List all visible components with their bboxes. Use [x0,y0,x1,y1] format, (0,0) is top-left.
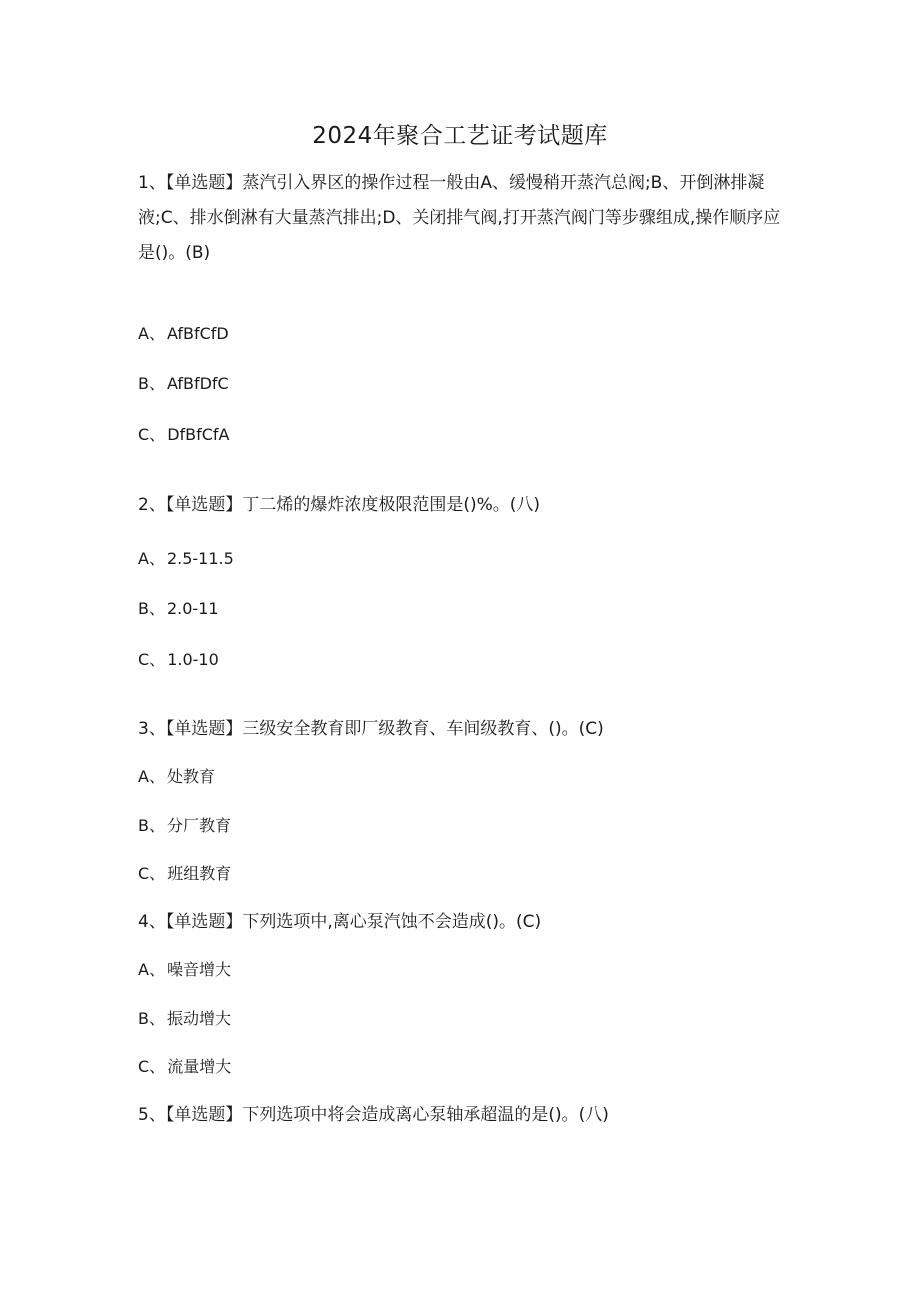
question-3-option-a [138,765,215,789]
option-key: C、 [138,1057,166,1076]
question-3-option-c [138,862,231,886]
option-text: 2.5-11.5 [166,549,234,568]
option-key: B、 [138,599,165,618]
option-text: 1.0-10 [167,650,219,669]
option-text: 流量增大 [167,1057,232,1076]
question-2-option-c [138,648,219,672]
question-4-option-c [138,1055,231,1079]
option-text: 班组教育 [167,864,232,883]
page-title: 2024年聚合工艺证考试题库 [312,123,608,149]
question-1-option-b [138,372,229,396]
option-key: A、 [138,960,165,979]
question-2-option-b [138,597,219,621]
option-key: C、 [138,650,166,669]
question-2-option-a [138,547,234,571]
option-key: C、 [138,425,166,444]
option-key: A、 [138,767,165,786]
option-text: AfBfCfD [166,324,229,343]
option-key: A、 [138,324,165,343]
option-text: 2.0-11 [166,599,219,618]
question-2-text: 2、【单选题】丁二烯的爆炸浓度极限范围是()%。(八) [138,495,540,515]
question-4-option-b [138,1007,231,1031]
option-text: DfBfCfA [167,425,230,444]
question-1-text: 1、【单选题】蒸汽引入界区的操作过程一般由A、缓慢稍开蒸汽总阀;B、开倒淋排凝液;C、排水倒淋有大量蒸汽排出;D、关闭排气阀,打开蒸汽阀门等步骤组成,操作顺序应是()。(B) [138,173,781,263]
question-3-text: 3、【单选题】三级安全教育即厂级教育、车间级教育、()。(C) [138,719,604,739]
question-5-text: 5、【单选题】下列选项中将会造成离心泵轴承超温的是()。(八) [138,1105,609,1125]
question-1-option-a [138,322,229,346]
question-4-text: 4、【单选题】下列选项中,离心泵汽蚀不会造成()。(C) [138,912,542,932]
option-key: B、 [138,1009,165,1028]
option-text: AfBfDfC [166,374,229,393]
option-text: 噪音增大 [166,960,231,979]
option-key: A、 [138,549,165,568]
question-4-option-a [138,958,231,982]
question-3-option-b [138,814,231,838]
question-1-option-c [138,423,230,447]
option-key: B、 [138,374,165,393]
option-text: 分厂教育 [166,816,231,835]
option-text: 振动增大 [166,1009,231,1028]
option-key: B、 [138,816,165,835]
option-text: 处教育 [166,767,215,786]
option-key: C、 [138,864,166,883]
